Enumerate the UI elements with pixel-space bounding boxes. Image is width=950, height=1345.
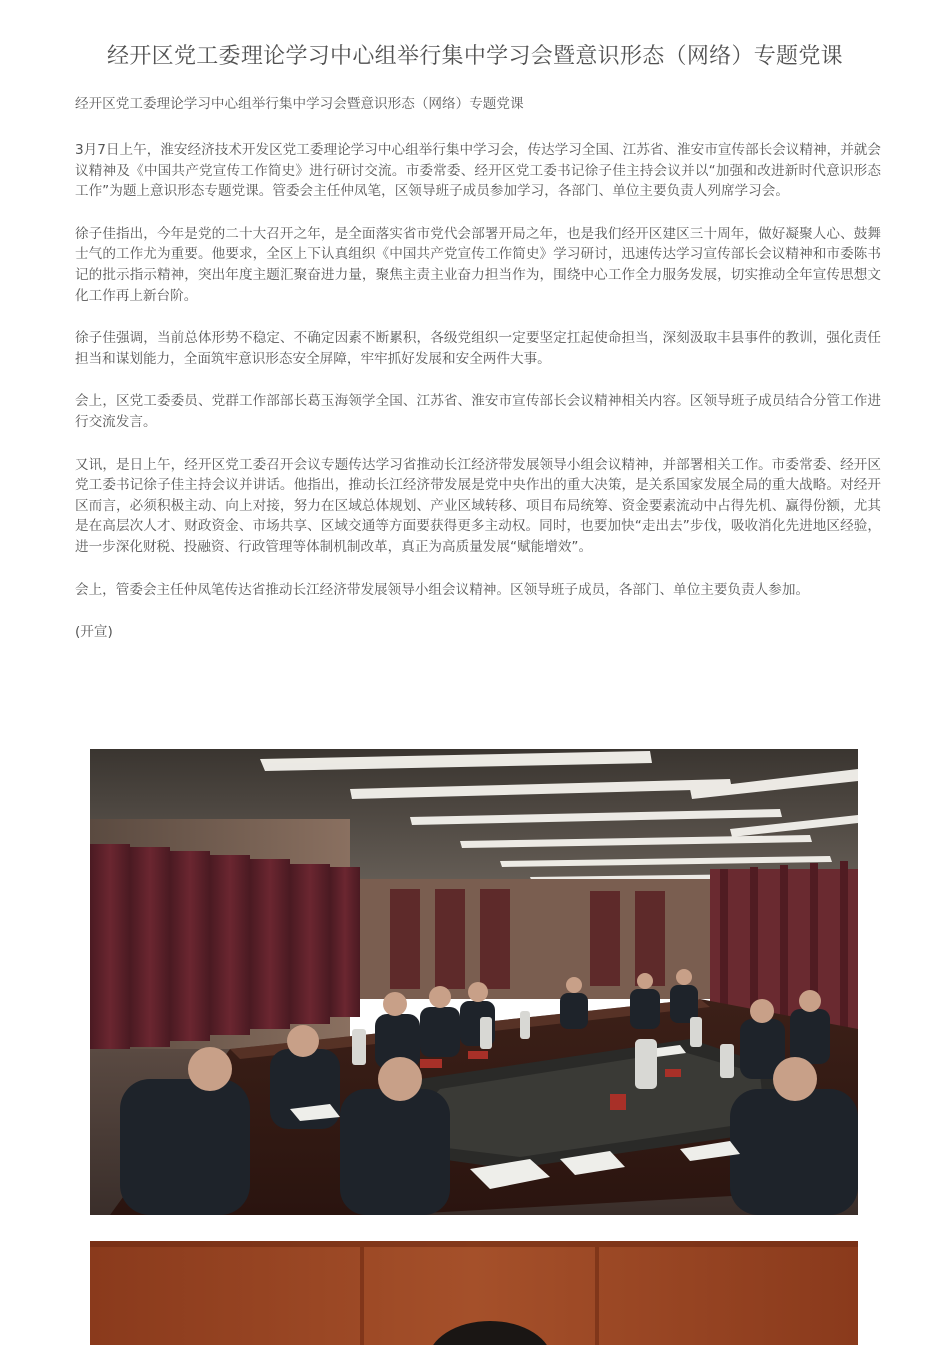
article-subtitle: 经开区党工委理论学习中心组举行集中学习会暨意识形态（网络）专题党课: [75, 96, 524, 112]
article-paragraph-2: 徐子佳指出，今年是党的二十大召开之年，是全面落实省市党代会部署开局之年，也是我们经开区建区三十周年，做好凝聚人心、鼓舞士气的工作尤为重要。他要求，全区上下认真组织《中国共产党宣传工作简史》学习研讨，迅速传达学习宣传部长会议精神和市委陈书记的批示指示精神，突出年度主题汇聚奋进力量，聚焦主责主业奋力担当作为，围绕中心工作全力服务发展，切实推动全年宣传思想文化工作再上新台阶。: [75, 225, 881, 304]
article-paragraph-5: 又讯，是日上午，经开区党工委召开会议专题传达学习省推动长江经济带发展领导小组会议精神，并部署相关工作。市委常委、经开区党工委书记徐子佳主持会议并讲话。他指出，推动长江经济带发展是党中央作出的重大决策，是关系国家发展全局的重大战略。对经开区而言，必须积极主动、向上对接，努力在区域总体规划、产业区域转移、项目布局统筹、资金要素流动中占得先机、赢得份额，尤其是在高层次人才、财政资金、市场共享、区域交通等方面要获得更多主动权。同时，也要加快“走出去”步伐，吸收消化先进地区经验，进一步深化财税、投融资、行政管理等体制机制改革，真正为高质量发展“赋能增效”。: [75, 456, 881, 555]
speaker-photo: [90, 1241, 858, 1345]
article-body: [75, 140, 881, 643]
article-source: (开宣): [75, 624, 113, 641]
article-paragraph-6: 会上，管委会主任仲凤笔传达省推动长江经济带发展领导小组会议精神。区领导班子成员，各部门、单位主要负责人参加。: [75, 581, 810, 598]
article-paragraph-3: 徐子佳强调，当前总体形势不稳定、不确定因素不断累积，各级党组织一定要坚定扛起使命担当，深刻汲取丰县事件的教训，强化责任担当和谋划能力，全面筑牢意识形态安全屏障，牢牢抓好发展和安全两件大事。: [75, 330, 881, 367]
article-paragraph-4: 会上，区党工委委员、党群工作部部长葛玉海领学全国、江苏省、淮安市宣传部长会议精神相关内容。区领导班子成员结合分管工作进行交流发言。: [75, 393, 881, 430]
article-title: 经开区党工委理论学习中心组举行集中学习会暨意识形态（网络）专题党课: [107, 44, 843, 69]
article-paragraph-1: 3月7日上午，淮安经济技术开发区党工委理论学习中心组举行集中学习会，传达学习全国、江苏省、淮安市宣传部长会议精神，并就会议精神及《中国共产党宣传工作简史》进行研讨交流。市委常委、经开区党工委书记徐子佳主持会议并以“加强和改进新时代意识形态工作”为题上意识形态专题党课。管委会主任仲凤笔，区领导班子成员参加学习，各部门、单位主要负责人列席学习会。: [75, 142, 881, 200]
meeting-room-photo: [90, 749, 858, 1215]
